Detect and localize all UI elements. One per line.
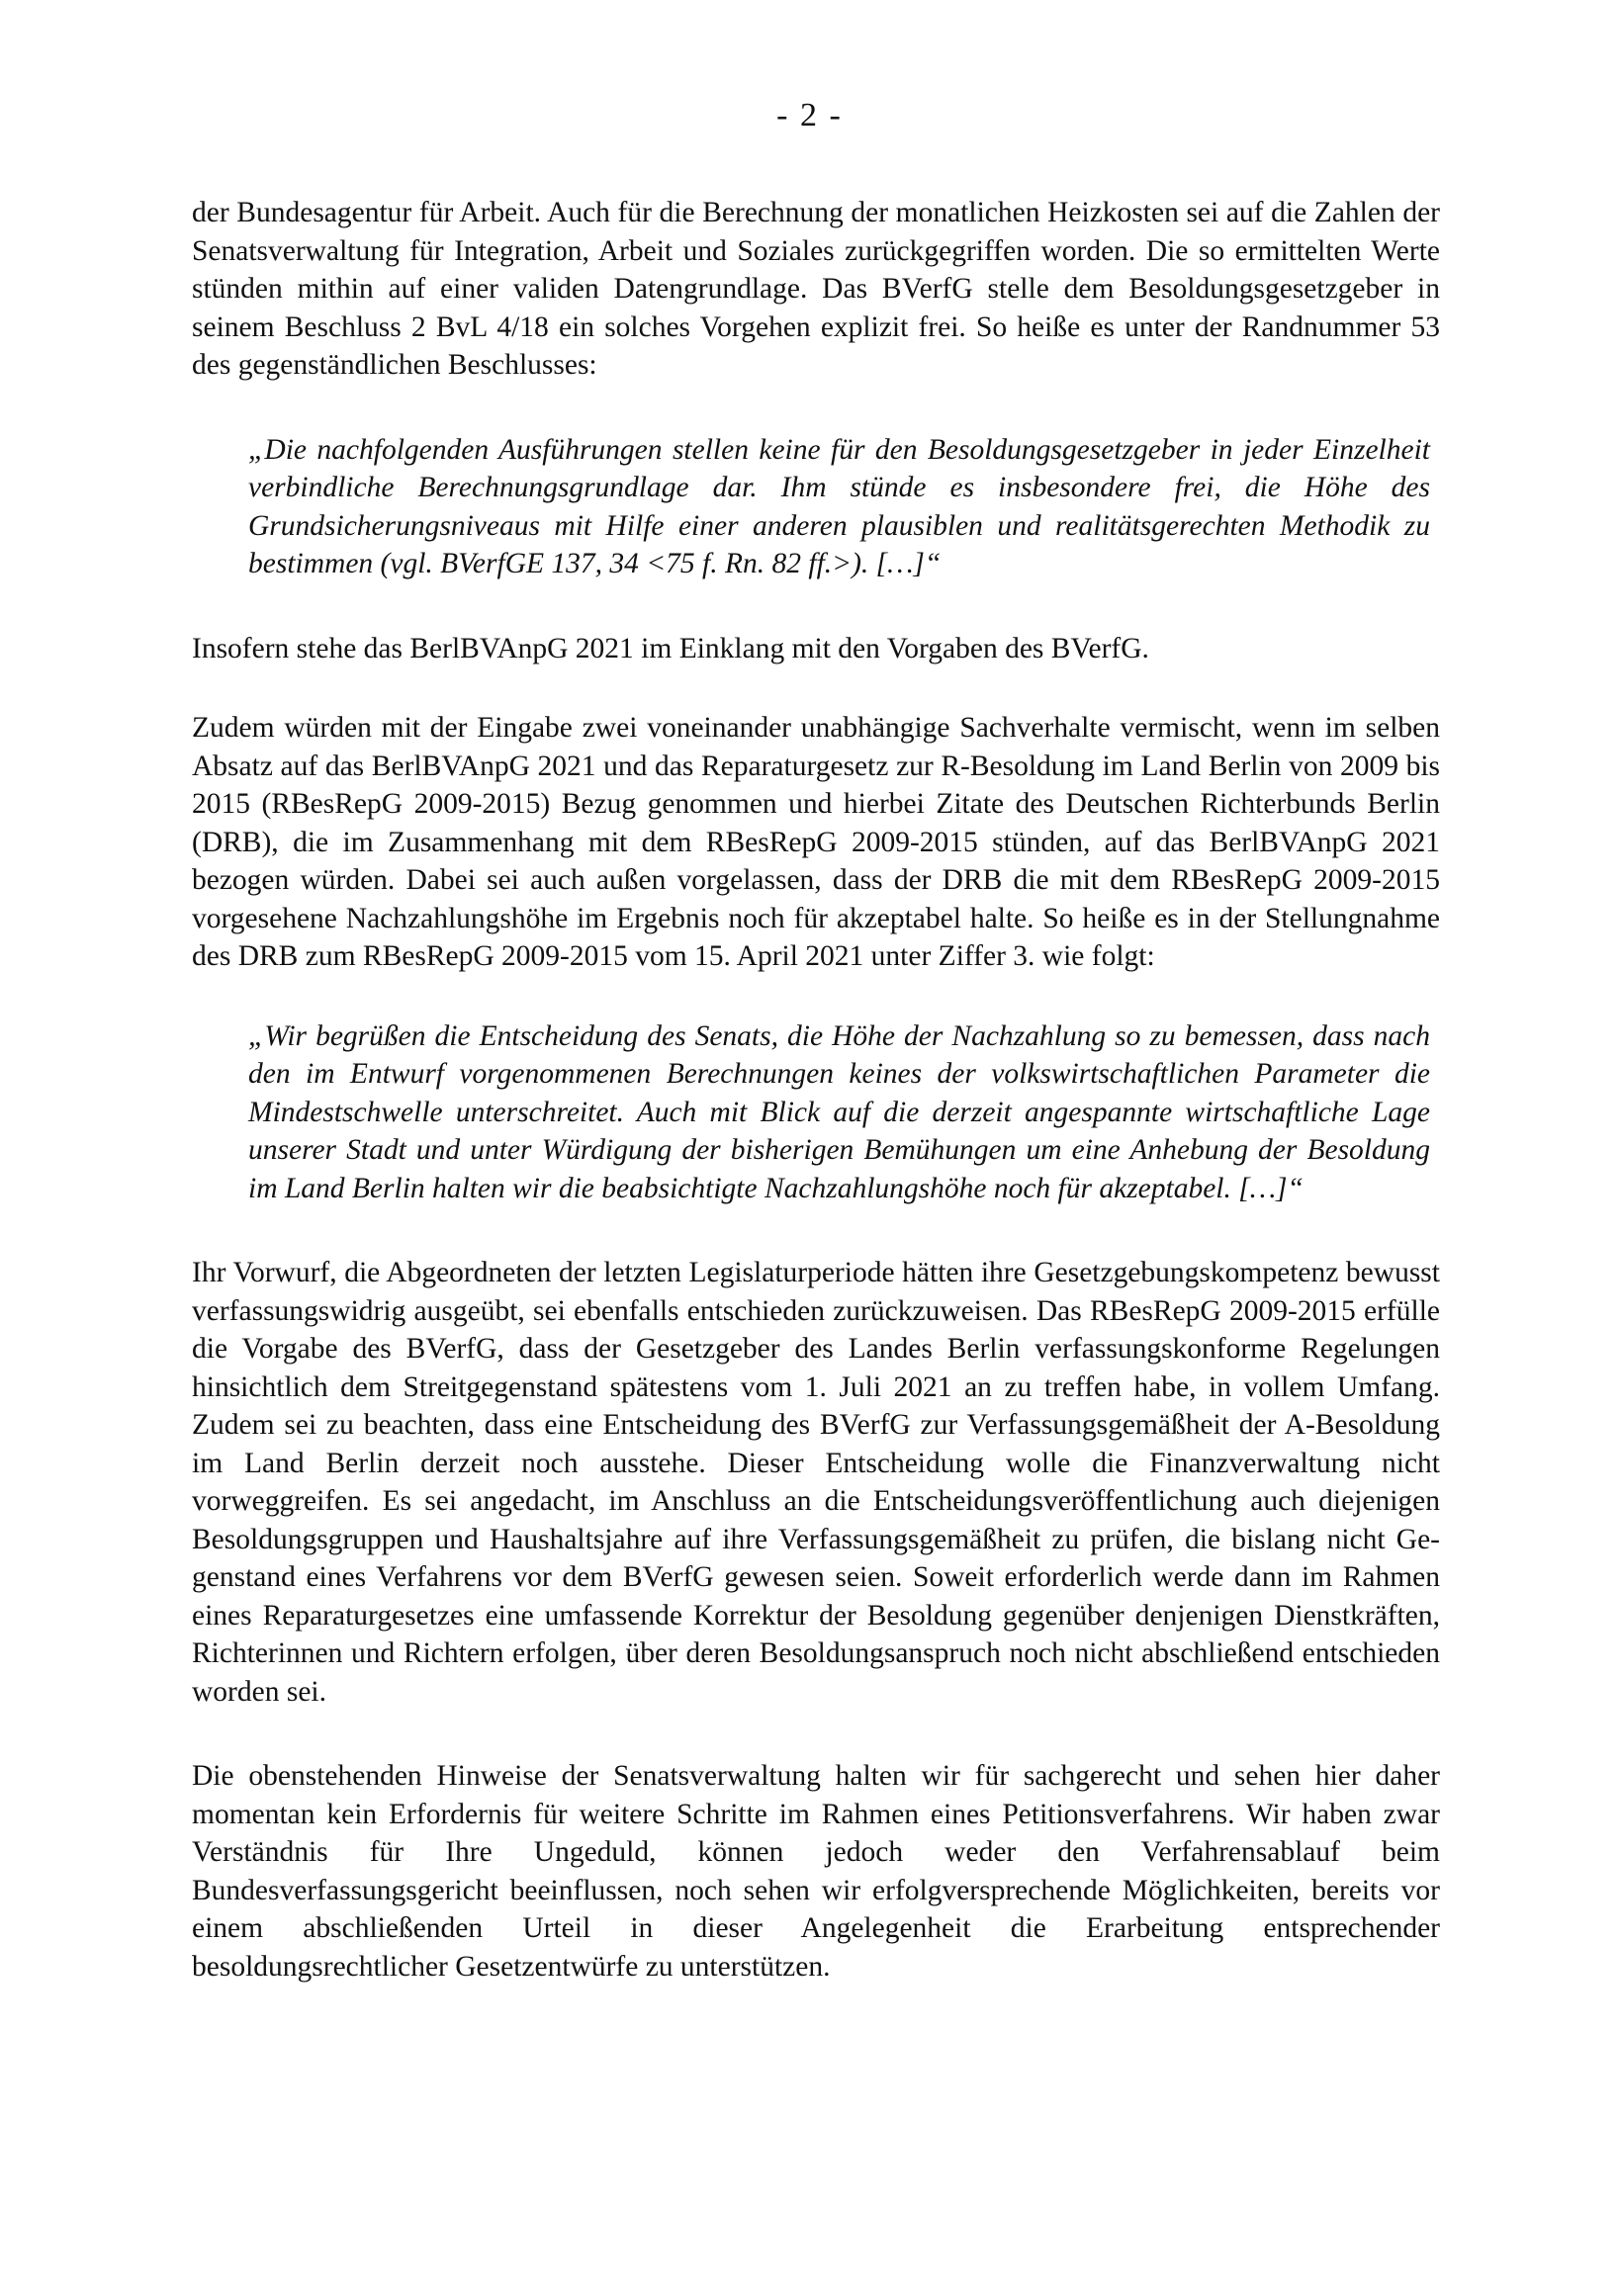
paragraph-mixed-facts: Zudem würden mit der Eingabe zwei voneinander unabhängige Sachverhalte vermischt, wenn im selben Absatz auf das BerlBVAnpG 2021 und das Reparaturgesetz zur R-Besoldung im Land Berlin von 2009 bis 2015 (RBesRepG 2009-2015) Bezug genommen und hierbei Zitate des Deutschen Richterbunds Berlin (DRB), die im Zusammenhang mit dem RBesRepG 2009-2015 stünden, auf das BerlBVAnpG 2021 bezogen würden. Dabei sei auch außen vorgelassen, dass der DRB die mit dem RBesRepG 2009-2015 vorgesehene Nachzahlungshöhe im Ergebnis noch für akzeptabel halte. So heiße es in der Stellungnahme des DRB zum RBesRepG 2009-2015 vom 15. April 2021 unter Ziffer 3. wie folgt: [192,712,1440,972]
paragraph-reproach: Ihr Vorwurf, die Abgeordneten der letzten Legislaturperiode hätten ihre Gesetzgebungskompetenz bewusst verfassungswidrig ausgeübt, sei ebenfalls entschieden zurückzuweisen. Das RBesRepG 2009-2015 erfülle die Vorgabe des BVerfG, dass der Gesetzgeber des Landes Berlin verfassungskonforme Regelungen hinsichtlich dem Streitgegenstand spätestens vom 1. Juli 2021 an zu treffen habe, in vollem Umfang. Zudem sei zu beachten, dass eine Entscheidung des BVerfG zur Verfassungsgemäßheit der A-Besoldung im Land Berlin derzeit noch ausstehe. Dieser Entscheidung wolle die Finanzverwaltung nicht vorweggreifen. Es sei angedacht, im Anschluss an die Entscheidungsveröffentlichung auch diejenigen Besoldungsgruppen und Haushaltsjahre auf ihre Verfassungsgemäßheit zu prüfen, die bislang nicht Gegenstand eines Verfahrens vor dem BVerfG gewesen seien. Soweit erforderlich werde dann im Rahmen eines Reparaturgesetzes eine umfassende Korrektur der Besoldung gegenüber denjenigen Dienstkräften, Richterinnen und Richtern erfolgen, über deren Besoldungsanspruch noch nicht abschließend entschieden worden sei. [192,1257,1440,1708]
paragraph-conformity: Insofern stehe das BerlBVAnpG 2021 im Einklang mit den Vorgaben des BVerfG. [192,632,1149,664]
letter-body [192,194,1440,1986]
paragraph-conclusion: Die obenstehenden Hinweise der Senatsverwaltung halten wir für sachgerecht und sehen hier daher momentan kein Erfordernis für weitere Schritte im Rahmen eines Petitionsverfahrens. Wir haben zwar Verständnis für Ihre Ungeduld, können jedoch weder den Verfahrensablauf beim Bundesverfassungsgericht beeinflussen, noch sehen wir erfolgversprechende Möglichkeiten, bereits vor einem abschließenden Urteil in dieser Angelegenheit die Erarbeitung entsprechender besoldungsrechtlicher Gesetzentwürfe zu unterstützen. [192,1760,1440,1983]
paragraph-heating-costs: der Bundesagentur für Arbeit. Auch für die Berechnung der monatlichen Heizkosten sei auf die Zahlen der Senatsverwaltung für Integration, Arbeit und Soziales zurückgegriffen worden. Die so ermittelten Werte stünden mithin auf einer validen Datengrundlage. Das BVerfG stelle dem Besoldungsgesetzgeber in seinem Beschluss 2 BvL 4/18 ein solches Vorgehen explizit frei. So heiße es unter der Randnummer 53 des gegenständlichen Beschlusses: [192,197,1440,381]
quote-drb: „Wir begrüßen die Entscheidung des Senats, die Höhe der Nachzahlung so zu bemessen, dass nach den im Entwurf vorgenommenen Berechnungen keines der volkswirtschaftlichen Parameter die Mindestschwelle unterschreitet. Auch mit Blick auf die derzeit angespannte wirtschaftliche Lage unserer Stadt und unter Würdigung der bisherigen Bemühungen um eine Anhebung der Besoldung im Land Berlin halten wir die beabsichtigte Nachzahlungshöhe noch für akzeptabel. […]“ [248,1019,1430,1204]
quote-bverfg: „Die nachfolgenden Ausführungen stellen keine für den Besoldungsgesetzgeber in jeder Einzelheit verbindliche Berechnungsgrundlage dar. Ihm stünde es insbesondere frei, die Höhe des Grundsicherungsniveaus mit Hilfe einer anderen plausiblen und realitätsgerechten Methodik zu bestimmen (vgl. BVerfGE 137, 34 <75 f. Rn. 82 ff.>). […]“ [248,433,1430,579]
page-number: - 2 - [776,97,843,133]
